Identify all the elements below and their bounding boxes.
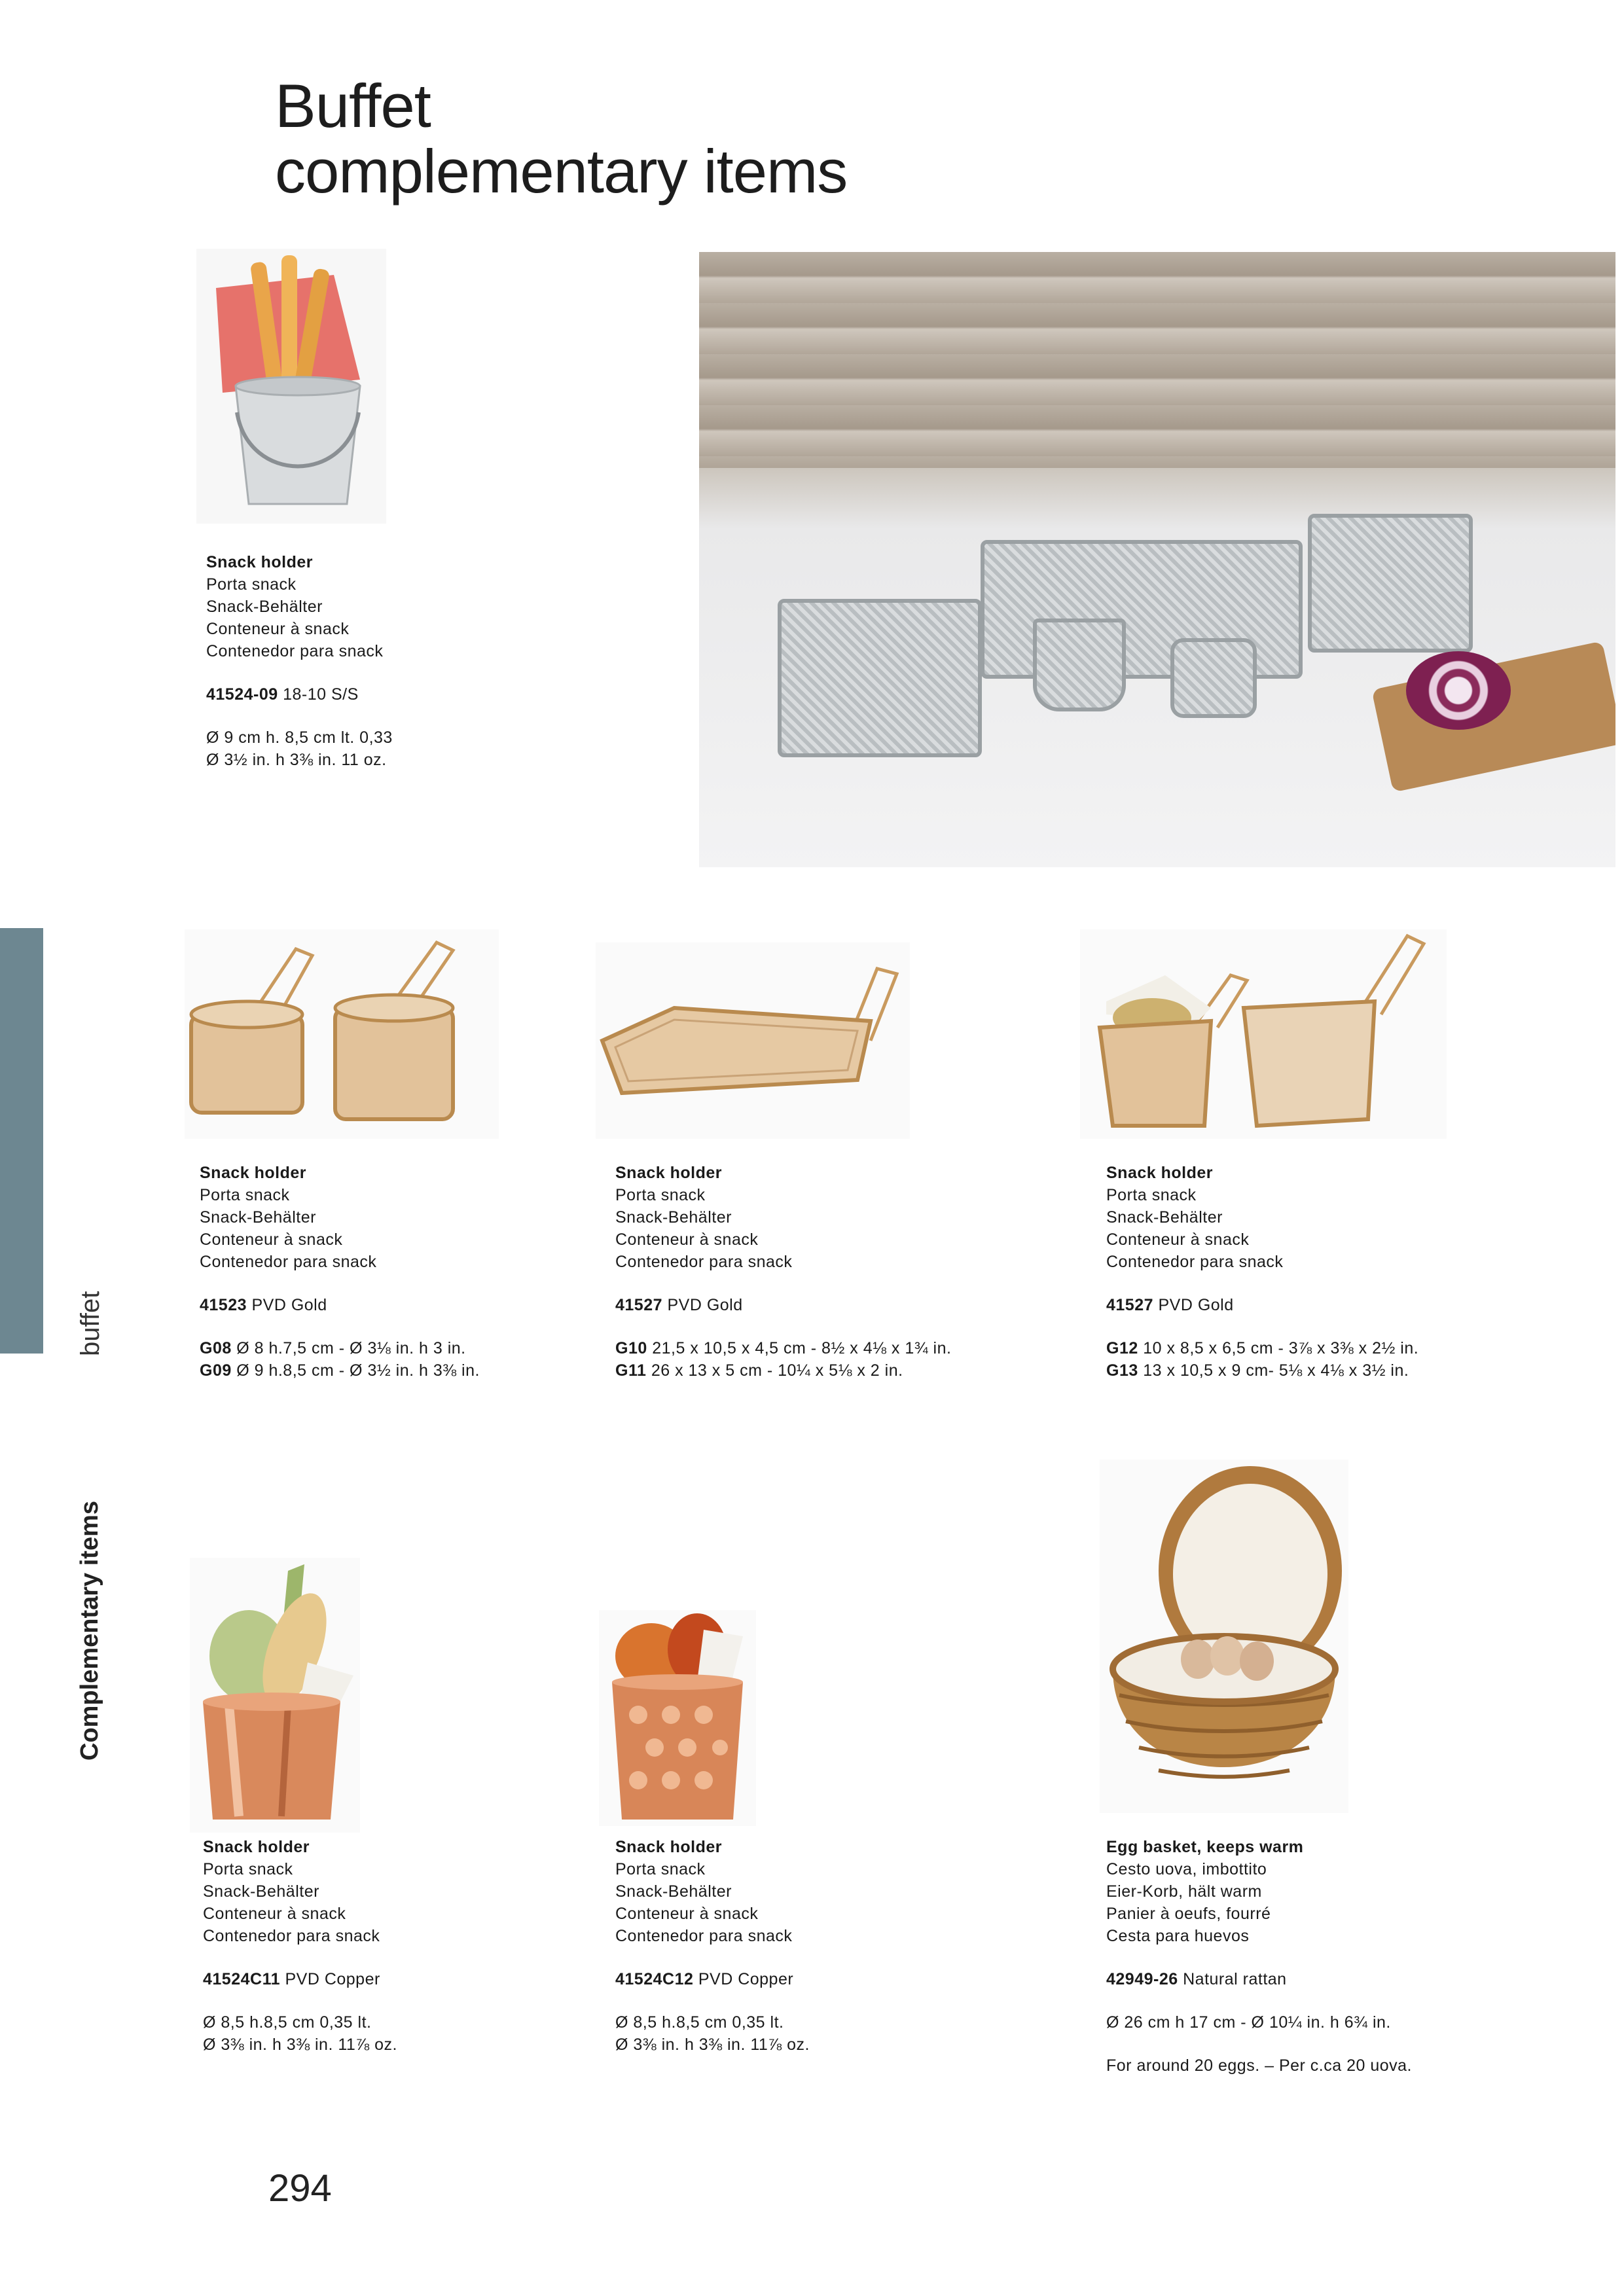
product-5-translation-it: Porta snack [203,1860,293,1878]
section-label: Complementary items [76,1500,103,1761]
product-3-spec-2-text: 26 x 13 x 5 cm - 10¼ x 5⅛ x 2 in. [651,1361,903,1380]
product-2-code-line [200,1294,480,1316]
product-3-spec-1-code: G10 [615,1339,647,1357]
red-onion [1406,651,1511,730]
product-5-description [203,1836,397,2056]
product-1-code: 41524-09 [206,685,278,704]
product-4-translation-fr: Conteneur à snack [1106,1230,1250,1249]
product-3-spec-1-text: 21,5 x 10,5 x 4,5 cm - 8½ x 4⅛ x 1¾ in. [652,1339,952,1357]
product-6-code: 41524C12 [615,1970,694,1988]
product-6-spec-1: Ø 8,5 h.8,5 cm 0,35 lt. [615,2013,784,2032]
product-2-spec-2 [200,1359,480,1382]
product-4-spec-2-text: 13 x 10,5 x 9 cm- 5⅛ x 4⅛ x 3½ in. [1143,1361,1409,1380]
product-5-name: Snack holder [203,1838,310,1856]
product-1-translation-es: Contenedor para snack [206,642,384,660]
product-2-translation-es: Contenedor para snack [200,1253,377,1271]
product-5-code: 41524C11 [203,1970,281,1988]
product-7-note: For around 20 eggs. – Per c.ca 20 uova. [1106,2056,1412,2075]
product-4-spec-1-code: G12 [1106,1339,1138,1357]
product-6-spec-2: Ø 3⅜ in. h 3⅜ in. 11⅞ oz. [615,2036,810,2054]
page-number: 294 [268,2167,332,2210]
product-6-description [615,1836,810,2056]
product-3-translation-de: Snack-Behälter [615,1208,732,1227]
product-5-translation-fr: Conteneur à snack [203,1905,346,1923]
wood-wall [699,252,1615,468]
product-4-spec-2 [1106,1359,1418,1382]
product-6-translation-it: Porta snack [615,1860,706,1878]
product-1-name: Snack holder [206,553,313,571]
product-7-description [1106,1836,1412,2077]
product-3-description [615,1162,951,1382]
product-4-name: Snack holder [1106,1164,1213,1182]
product-6-code-line [615,1968,810,1990]
product-4-spec-2-code: G13 [1106,1361,1138,1380]
product-2-name: Snack holder [200,1164,306,1182]
product-4-code-line [1106,1294,1418,1316]
hero-sauce-bucket [1033,619,1126,711]
product-4-code: 41527 [1106,1296,1154,1314]
product-image-egg-basket [1100,1460,1348,1813]
hero-sauce-pot [1170,638,1257,718]
side-tab-label: buffet [76,1291,105,1356]
product-1-translation-fr: Conteneur à snack [206,620,350,638]
product-2-material: PVD Gold [251,1296,327,1314]
product-4-spec-1 [1106,1337,1418,1359]
page-title [275,73,847,204]
product-1-description [206,551,393,771]
product-4-translation-es: Contenedor para snack [1106,1253,1284,1271]
product-2-translation-de: Snack-Behälter [200,1208,316,1227]
product-3-name: Snack holder [615,1164,722,1182]
product-3-code-line [615,1294,951,1316]
product-4-material: PVD Gold [1158,1296,1234,1314]
product-image-hammered-copper-cup [599,1610,756,1826]
product-image-gold-rect-basket [596,942,910,1139]
product-5-spec-2: Ø 3⅜ in. h 3⅜ in. 11⅞ oz. [203,2036,397,2054]
hero-photo [699,252,1615,867]
product-6-translation-es: Contenedor para snack [615,1927,793,1945]
product-7-translation-it: Cesto uova, imbottito [1106,1860,1267,1878]
product-1-spec-1: Ø 9 cm h. 8,5 cm lt. 0,33 [206,728,393,747]
product-image-gold-round-baskets [185,929,499,1139]
product-3-translation-es: Contenedor para snack [615,1253,793,1271]
product-7-code: 42949-26 [1106,1970,1178,1988]
product-4-spec-1-text: 10 x 8,5 x 6,5 cm - 3⅞ x 3⅜ x 2½ in. [1143,1339,1419,1357]
side-tab [0,928,43,1354]
product-5-material: PVD Copper [285,1970,380,1988]
product-7-spec-1: Ø 26 cm h 17 cm - Ø 10¼ in. h 6¾ in. [1106,2013,1391,2032]
product-4-translation-it: Porta snack [1106,1186,1197,1204]
product-1-spec-2: Ø 3½ in. h 3⅜ in. 11 oz. [206,751,387,769]
product-6-material: PVD Copper [698,1970,794,1988]
product-3-translation-fr: Conteneur à snack [615,1230,759,1249]
product-7-name: Egg basket, keeps warm [1106,1838,1304,1856]
product-3-spec-1 [615,1337,951,1359]
product-3-spec-2-code: G11 [615,1361,647,1380]
product-7-code-line [1106,1968,1412,1990]
product-2-description [200,1162,480,1382]
product-6-translation-fr: Conteneur à snack [615,1905,759,1923]
product-3-material: PVD Gold [667,1296,743,1314]
product-7-translation-de: Eier-Korb, hält warm [1106,1882,1262,1901]
product-4-description [1106,1162,1418,1382]
product-7-translation-es: Cesta para huevos [1106,1927,1250,1945]
product-3-translation-it: Porta snack [615,1186,706,1204]
product-7-material: Natural rattan [1183,1970,1287,1988]
product-image-gold-square-baskets [1080,929,1447,1139]
product-7-translation-fr: Panier à oeufs, fourré [1106,1905,1271,1923]
product-5-code-line [203,1968,397,1990]
product-2-translation-fr: Conteneur à snack [200,1230,343,1249]
product-5-translation-de: Snack-Behälter [203,1882,319,1901]
product-6-translation-de: Snack-Behälter [615,1882,732,1901]
product-1-translation-it: Porta snack [206,575,297,594]
product-6-name: Snack holder [615,1838,722,1856]
product-2-code: 41523 [200,1296,247,1314]
product-image-steel-bucket [196,249,386,524]
product-2-spec-1-text: Ø 8 h.7,5 cm - Ø 3⅛ in. h 3 in. [236,1339,466,1357]
product-1-material: 18-10 S/S [283,685,359,704]
product-1-code-line [206,683,393,706]
product-2-spec-1-code: G08 [200,1339,232,1357]
product-image-copper-cup [190,1558,360,1833]
product-5-spec-1: Ø 8,5 h.8,5 cm 0,35 lt. [203,2013,372,2032]
product-3-code: 41527 [615,1296,663,1314]
title-line-1: Buffet [275,71,431,140]
hero-fry-basket-right [1308,514,1473,653]
product-1-translation-de: Snack-Behälter [206,598,323,616]
product-4-translation-de: Snack-Behälter [1106,1208,1223,1227]
product-5-translation-es: Contenedor para snack [203,1927,380,1945]
product-3-spec-2 [615,1359,951,1382]
product-2-translation-it: Porta snack [200,1186,290,1204]
product-2-spec-2-code: G09 [200,1361,232,1380]
hero-fry-basket-left [778,599,982,757]
product-2-spec-1 [200,1337,480,1359]
product-2-spec-2-text: Ø 9 h.8,5 cm - Ø 3½ in. h 3⅜ in. [236,1361,480,1380]
title-line-2: complementary items [275,137,848,206]
